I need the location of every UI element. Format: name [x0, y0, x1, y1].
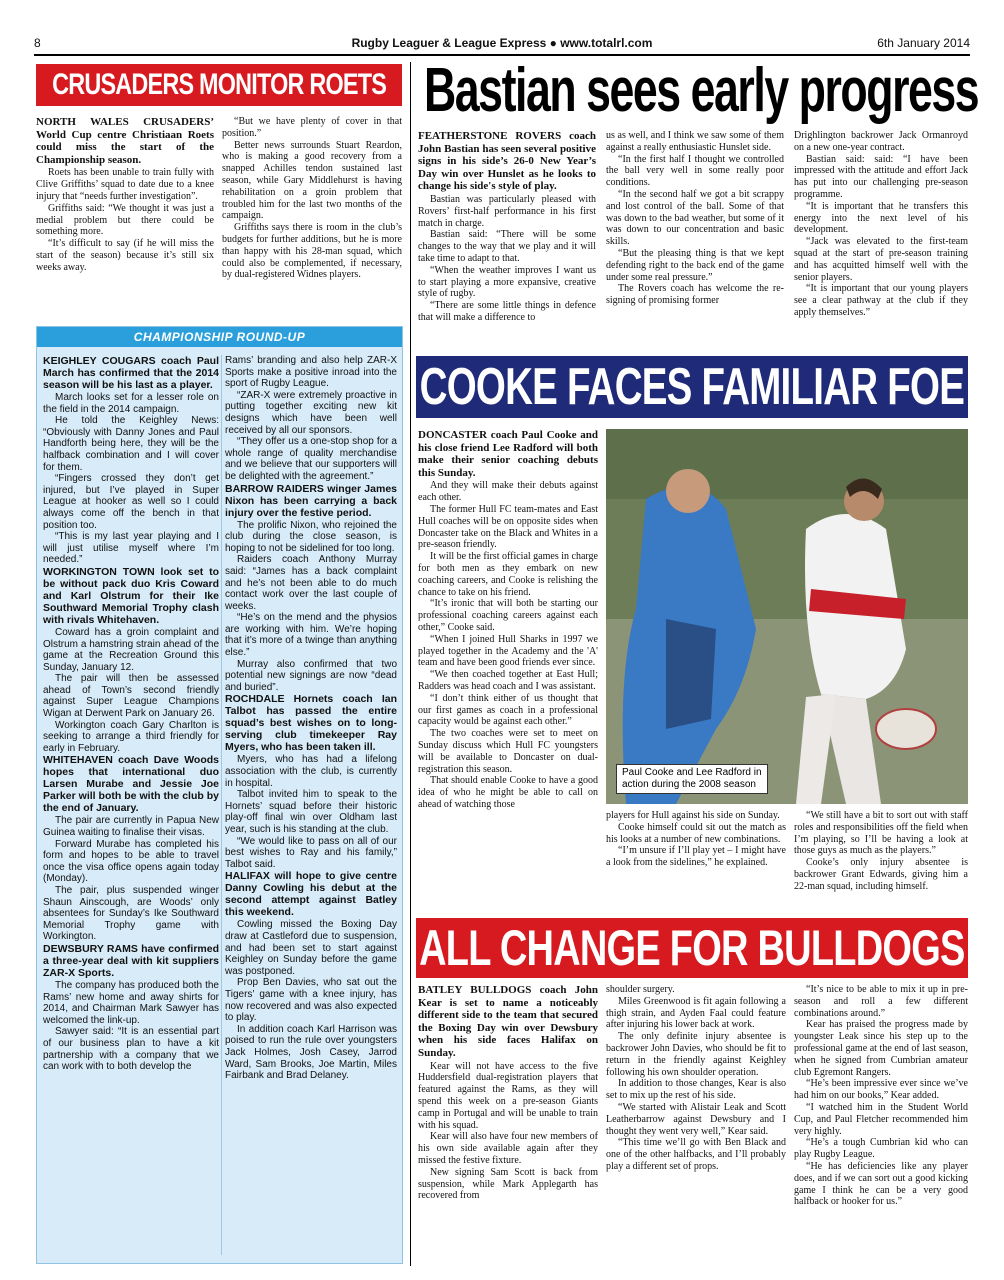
- bulldogs-para: “He’s been impressive ever since we’ve had him on our books,” Kear added.: [794, 1078, 968, 1102]
- cooke-para: Cooke himself could sit out the match as his looks at a number of new combinations.: [606, 821, 786, 845]
- bulldogs-para: Kear will not have access to the five Huddersfield dual-registration players that featured against the Rams, as they will spend this week on a pre-season Giants camp in Portugal and will be unable to train with his squad.: [418, 1060, 598, 1131]
- bastian-para: Bastian said: “There will be some changes to the way that we play and it will take time to adapt to that.: [418, 229, 596, 264]
- crusaders-para: Better news surrounds Stuart Reardon, who is making a good recovery from a snapped Achilles tendon sustained last season, while Gary Middlehurst is having rehabilitation on a groin problem that troubled him for the last two months of the campaign.: [222, 139, 402, 222]
- bastian-para: “When the weather improves I want us to start playing a more expansive, creative style of rugby.: [418, 264, 596, 300]
- roundup-lead: DEWSBURY RAMS have confirmed a three-year deal with kit suppliers ZAR-X Sports.: [43, 942, 219, 979]
- bulldogs-para: “He has deficiencies like any player does, and if we can sort out a good kicking game I think he can be a very good halfback or hooker for us.”: [794, 1160, 968, 1208]
- crusaders-lead: NORTH WALES CRUSADERS’ World Cup centre Christiaan Roets could miss the start of the Championship season.: [36, 116, 214, 166]
- roundup-col-2: [225, 355, 397, 1261]
- bastian-para: Drighlington backrower Jack Ormanroyd on a new one-year contract.: [794, 130, 968, 153]
- roundup-lead: HALIFAX will hope to give centre Danny Cowling his debut at the second attempt against Batley this weekend.: [225, 870, 397, 919]
- match-photo: [606, 429, 968, 804]
- roundup-divider: [221, 355, 222, 1255]
- roundup-para: “He’s on the mend and the physios are working with him. We’re hoping that it’s more of a twinge than anything else.”: [225, 612, 397, 659]
- cooke-para: “It’s ironic that will both be starting our professional coaching careers against each other,” Cooke said.: [418, 598, 598, 633]
- issue-date: 6th January 2014: [877, 36, 970, 50]
- bulldogs-para: In addition to those changes, Kear is also set to mix up the rest of his side.: [606, 1078, 786, 1102]
- match-photo-illustration: [606, 429, 968, 804]
- cooke-headline: COOKE FACES FAMILIAR FOE: [419, 358, 965, 416]
- roundup-lead: BARROW RAIDERS winger James Nixon has been carrying a back injury over the festive period.: [225, 482, 397, 519]
- roundup-para: Prop Ben Davies, who sat out the Tigers’ game with a knee injury, has now recovered and was also expected to play.: [225, 977, 397, 1024]
- bastian-para: Bastian said: said: “I have been impressed with the attitude and effort Jack has put into our challenging pre-season programme.: [794, 153, 968, 200]
- bastian-para: us as well, and I think we saw some of them against a really enthusiastic Hunslet side.: [606, 130, 784, 153]
- championship-roundup: [36, 326, 403, 1264]
- bastian-para: “It is important that our young players see a clear pathway at the club if they apply themselves.”: [794, 283, 968, 318]
- bulldogs-lead: BATLEY BULLDOGS coach John Kear is set to name a noticeably different side to the team that secured the Boxing Day win over Dewsbury when his side faces Halifax on Sunday.: [418, 984, 598, 1059]
- bulldogs-para: Kear will also have four new members of his own side available again after they missed the festive fixture.: [418, 1131, 598, 1166]
- bulldogs-para: Kear has praised the progress made by youngster Leak since his step up to the professional game at the end of last season, when he signed from Cumbrian amateur club Egremont Rangers.: [794, 1019, 968, 1078]
- bulldogs-para: Miles Greenwood is fit again following a thigh strain, and Ayden Faal could feature after injuring his lower back at work.: [606, 995, 786, 1031]
- cooke-para: It will be the first official games in charge for both men as they embark on new coaching careers, and Cooke is relishing the chance to take on his friend.: [418, 551, 598, 598]
- bastian-para: “It is important that he transfers this energy into the next level of his development.: [794, 200, 968, 236]
- roundup-para: “They offer us a one-stop shop for a whole range of quality merchandise and we believe that our supporters will be delighted with the agreement.”: [225, 436, 397, 482]
- cooke-para: “When I joined Hull Sharks in 1997 we played together in the Academy and the 'A' team and have been good friends ever since.: [418, 633, 598, 669]
- cooke-para: players for Hull against his side on Sunday.: [606, 810, 780, 821]
- masthead: Rugby Leaguer & League Express ● www.totalrl.com: [351, 36, 653, 50]
- crusaders-col-2: [222, 116, 402, 318]
- roundup-label-a: CHAMPIONSHIP: [133, 330, 233, 344]
- bulldogs-para: shoulder surgery.: [606, 984, 675, 995]
- bastian-para: “There are some little things in defence that will make a difference to: [418, 300, 596, 323]
- bastian-col-2: [606, 130, 784, 350]
- cooke-para: That should enable Cooke to have a good idea of who he might be able to call on ahead of watching those: [418, 775, 598, 810]
- cooke-col-1: [418, 429, 598, 909]
- bulldogs-para: New signing Sam Scott is back from suspension, while Mark Applegarth has recovered from: [418, 1166, 598, 1202]
- roundup-para: Murray also confirmed that two potential new signings are now “dead and buried”.: [225, 658, 397, 693]
- roundup-para: Myers, who has had a lifelong association with the club, is currently in hospital.: [225, 754, 397, 789]
- roundup-para: “Fingers crossed they don’t get injured, but I’ve played in Super League at hooker as well so I could always come off the bench in that position too.: [43, 473, 219, 531]
- roundup-para: March looks set for a lesser role on the field in the 2014 campaign.: [43, 392, 219, 415]
- column-divider: [410, 62, 411, 1266]
- bastian-para: “In the first half I thought we controlled the ball very well in some really poor conditions.: [606, 153, 784, 189]
- cooke-para: And they will make their debuts against each other.: [418, 480, 598, 504]
- crusaders-headline: CRUSADERS MONITOR ROETS: [52, 68, 386, 101]
- bastian-col-1: [418, 130, 596, 350]
- photo-caption-line-1: Paul Cooke and Lee Radford in: [622, 767, 762, 778]
- roundup-para: Workington coach Gary Charlton is seeking to arrange a third friendly for early in February.: [43, 719, 219, 754]
- roundup-para: The pair will then be assessed ahead of Town’s second friendly against Super League Champions Wigan at Derwent Park on January 26.: [43, 673, 219, 720]
- roundup-para: “We would like to pass on all of our best wishes to Ray and his family,” Talbot said.: [225, 835, 397, 870]
- crusaders-para: Griffiths says there is room in the club’s budgets for further additions, but he is more than happy with his 28-man squad, which could also be complemented, if necessary, by dual-registered Widnes players.: [222, 222, 402, 281]
- roundup-para: “This is my last year playing and I will just utilise myself where I’m needed.”: [43, 531, 219, 566]
- roundup-lead: KEIGHLEY COUGARS coach Paul March has confirmed that the 2014 season will be his last as a player.: [43, 355, 219, 391]
- cooke-col-3: [794, 810, 968, 910]
- bulldogs-para: “I watched him in the Student World Cup, and Paul Fletcher recommended him very highly.: [794, 1101, 968, 1137]
- crusaders-para: Griffiths said: “We thought it was just a medial problem but there could be something more.: [36, 202, 214, 238]
- bulldogs-headline: ALL CHANGE FOR BULLDOGS: [419, 920, 965, 976]
- cooke-para: “I don’t think either of us thought that our first games as coach in a professional capacity would be against each other.”: [418, 692, 598, 728]
- roundup-para: Sawyer said: “It is an essential part of our business plan to have a kit partnership with a company that we can work with to both develop the: [43, 1026, 219, 1073]
- roundup-para: “ZAR-X were extremely proactive in putting together exciting new kit designs which have been well received by all our sponsors.: [225, 389, 397, 436]
- roundup-para: He told the Keighley News: “Obviously with Danny Jones and Paul Handforth being here, they will be the halfback combination and I will cover for them.: [43, 415, 219, 473]
- roundup-lead: WORKINGTON TOWN look set to be without pack duo Kris Coward and Karl Olstrum for their Ike Southward Memorial Trophy clash with rivals Whitehaven.: [43, 565, 219, 626]
- crusaders-col-1: [36, 116, 214, 318]
- cooke-col-2: [606, 810, 786, 910]
- bulldogs-para: “We started with Alistair Leak and Scott Leatherbarrow against Dewsbury and I thought they went very well,” Kear said.: [606, 1101, 786, 1137]
- crusaders-headline-box: [36, 64, 402, 106]
- roundup-para: Cowling missed the Boxing Day draw at Castleford due to suspension, and had been set to start against Keighley on Sunday before the game was postponed.: [225, 919, 397, 977]
- cooke-para: “I’m unsure if I’ll play yet – I might have a look from the sidelines,” he explained.: [606, 845, 786, 869]
- page-header: [34, 34, 970, 52]
- bastian-col-3: [794, 130, 968, 350]
- cooke-para: “We still have a bit to sort out with staff roles and responsibilities off the field when I’m playing, so I’ll be having a look at those guys as much as the players.”: [794, 810, 968, 857]
- roundup-para: Talbot invited him to speak to the Hornets’ squad before their historic play-off final win over Oldham last year, such is his standing at the club.: [225, 789, 397, 835]
- bulldogs-headline-box: [416, 918, 968, 978]
- bulldogs-para: The only definite injury absentee is backrower John Davies, who should be fit to return in the friendly against Keighley following his own shoulder operation.: [606, 1031, 786, 1078]
- bulldogs-col-3: [794, 984, 968, 1264]
- crusaders-para: Roets has been unable to train fully with Clive Griffiths’ squad to date due to a knee injury that “needs further investigation”.: [36, 167, 214, 202]
- cooke-para: The two coaches were set to meet on Sunday discuss which Hull FC youngsters will be available to Doncaster on dual-registration this season.: [418, 728, 598, 775]
- roundup-para: The prolific Nixon, who rejoined the club during the close season, is hoping to not be sidelined for too long.: [225, 519, 397, 554]
- bulldogs-para: “It’s nice to be able to mix it up in pre-season and roll a few different combinations around.”: [794, 984, 968, 1019]
- bulldogs-col-2: [606, 984, 786, 1264]
- roundup-col-1: [43, 355, 219, 1261]
- cooke-lead: DONCASTER coach Paul Cooke and his close friend Lee Radford will both make their senior coaching debuts this Sunday.: [418, 429, 598, 479]
- cooke-headline-box: [416, 356, 968, 418]
- crusaders-para: “But we have plenty of cover in that position.”: [222, 116, 402, 139]
- roundup-para: In addition coach Karl Harrison was poised to run the rule over youngsters Jack Holmes, Josh Casey, Jarrod Ward, Sam Brooks, Joe Martin, Miles Fairbank and Brad Delaney.: [225, 1023, 397, 1082]
- bulldogs-para: “He’s a tough Cumbrian kid who can play Rugby League.: [794, 1137, 968, 1161]
- bastian-para: “In the second half we got a bit scrappy and lost control of the ball. Some of that was down to the bad weather, but some of it was down to our concentration and basic skills.: [606, 188, 784, 248]
- roundup-header: [37, 327, 402, 347]
- roundup-para: Forward Murabe has completed his form and hopes to be able to travel once the visa office opens again today (Monday).: [43, 838, 219, 885]
- bastian-headline: Bastian sees early progress: [424, 56, 979, 125]
- bastian-lead: FEATHERSTONE ROVERS coach John Bastian has seen several positive signs in his side’s 26-0 New Year’s Day win over Hunslet as he looks to change his side's style of play.: [418, 130, 596, 193]
- cooke-para: Cooke’s only injury absentee is backrower Grant Edwards, giving him a 22-man squad, including himself.: [794, 857, 968, 892]
- roundup-label-b: ROUND-UP: [236, 330, 306, 344]
- cooke-para: “We then coached together at East Hull; Radders was head coach and I was assistant.: [418, 669, 598, 692]
- roundup-lead: WHITEHAVEN coach Dave Woods hopes that international duo Larsen Murabe and Jessie Joe Parker will both be with the club by the end of January.: [43, 754, 219, 815]
- roundup-para: The pair, plus suspended winger Shaun Ainscough, are Woods’ only absentees for Sunday’s Ike Southward Memorial Trophy game with Workington.: [43, 885, 219, 943]
- bastian-para: “Jack was elevated to the first-team squad at the start of pre-season training and has acquitted himself well with the senior players.: [794, 236, 968, 283]
- photo-caption-line-2: action during the 2008 season: [622, 779, 756, 790]
- roundup-para: The company has produced both the Rams’ new home and away shirts for 2014, and Chairman Mark Sawyer has welcomed the link-up.: [43, 979, 219, 1026]
- page-number: 8: [34, 36, 41, 50]
- photo-caption: [616, 764, 768, 794]
- bastian-para: “But the pleasing thing is that we kept defending right to the back end of the game under some real pressure.”: [606, 247, 784, 283]
- bulldogs-para: “This time we’ll go with Ben Black and one of the other halfbacks, and I’ll probably play a different set of props.: [606, 1137, 786, 1172]
- roundup-para: Rams’ branding and also help ZAR-X Sports make a positive inroad into the sport of Rugby League.: [225, 355, 397, 390]
- cooke-para: The former Hull FC team-mates and East Hull coaches will be on opposite sides when Doncaster take on the Black and Whites in a pre-season friendly.: [418, 503, 598, 551]
- crusaders-para: “It’s difficult to say (if he will miss the start of the season) because it’s still six weeks away.: [36, 238, 214, 273]
- roundup-para: The pair are currently in Papua New Guinea waiting to finalise their visas.: [43, 815, 219, 839]
- bastian-para: The Rovers coach has welcome the re-signing of promising former: [606, 283, 784, 307]
- bastian-para: Bastian was particularly pleased with Rovers’ first-half performance in his first match in charge.: [418, 193, 596, 229]
- roundup-para: Coward has a groin complaint and Olstrum a hamstring strain ahead of the game at the Recreation Ground this Sunday, January 12.: [43, 626, 219, 673]
- roundup-para: Raiders coach Anthony Murray said: “James has a back complaint and he’s not been able to do much contact work over the last couple of weeks.: [225, 554, 397, 612]
- bulldogs-col-1: [418, 984, 598, 1264]
- roundup-lead: ROCHDALE Hornets coach Ian Talbot has passed the entire squad’s best wishes on to long-serving club timekeeper Ray Myers, who has been taken ill.: [225, 693, 397, 754]
